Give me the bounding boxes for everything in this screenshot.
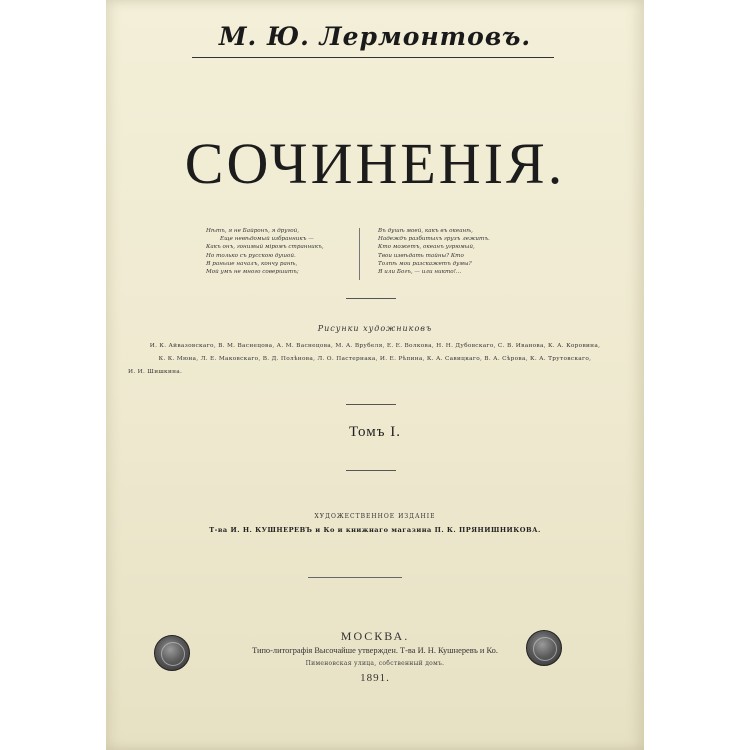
epigraph-line: Но только съ русскою душой. — [206, 252, 296, 259]
epigraph-line: Кто можетъ, океанъ угрюмый, — [378, 244, 475, 251]
epigraph-line: Я раньше началъ, кончу ранѣ, — [206, 260, 298, 267]
divider-rule — [346, 404, 396, 405]
author-name: М. Ю. Лермонтовъ. — [218, 22, 532, 51]
printer-line: Типо-литографія Высочайше утвержден. Т-ва И. Н. Кушнеревъ и Ко. — [252, 646, 498, 655]
divider-rule — [346, 470, 396, 471]
epigraph-line: Толпѣ мои разскажетъ думы? — [378, 260, 472, 267]
artists-line: И. К. Айвазовскаго, В. М. Васнецова, А. М. Васнецова, М. А. Врубеля, Е. Е. Волкова, Н. Н. Дубовскаго, С. В. Иванова, К. А. Коровина, — [149, 343, 601, 349]
epigraph-left — [206, 227, 356, 276]
epigraph-line: Надеждъ разбитыхъ грузъ лежитъ. — [378, 236, 490, 243]
edition-label: ХУДОЖЕСТВЕННОЕ ИЗДАНІЕ — [314, 513, 436, 520]
artists-line: К. К. Мюна, Л. Е. Маковскаго, В. Д. Полѣнова, Л. О. Пастернака, И. Е. Рѣпина, К. А. Савицкаго, В. А. Сѣрова, К. А. Трутовскаго, — [158, 356, 592, 362]
city: МОСКВА. — [340, 629, 410, 643]
epigraph-line: Твои извѣдать тайны? Кто — [378, 252, 464, 259]
epigraph-divider — [359, 228, 360, 280]
divider-rule — [346, 298, 396, 299]
printer-address: Пименовская улица, собственный домъ. — [305, 660, 445, 667]
book-title: СОЧИНЕНІЯ. — [184, 131, 566, 196]
epigraph-line: Еще невѣдомый избранникъ — — [220, 236, 314, 243]
title-page — [106, 0, 644, 750]
artists-line: И. И. Шишкина. — [128, 369, 183, 375]
epigraph-line: Какъ онъ, гонимый міромъ странникъ, — [206, 244, 324, 251]
epigraph-line: Нѣтъ, я не Байронъ, я другой, — [206, 228, 300, 234]
epigraph-line: Въ душѣ моей, какъ въ океанѣ, — [378, 228, 473, 234]
epigraph-right — [378, 227, 518, 276]
illustrations-heading: Рисунки художниковъ — [317, 324, 433, 333]
epigraph-line: Я или Богъ, — или никто!... — [378, 269, 462, 276]
divider-rule — [308, 577, 402, 578]
publication-year: 1891. — [360, 672, 390, 684]
author-underline — [192, 57, 554, 58]
volume-label: Томъ I. — [349, 424, 401, 440]
publisher-line: Т-ва И. Н. КУШНЕРЕВЪ и Ко и книжнаго магазина П. К. ПРЯНИШНИКОВА. — [209, 526, 541, 534]
epigraph-line: Мой умъ не много совершитъ; — [206, 269, 299, 276]
artists-list — [126, 340, 624, 379]
